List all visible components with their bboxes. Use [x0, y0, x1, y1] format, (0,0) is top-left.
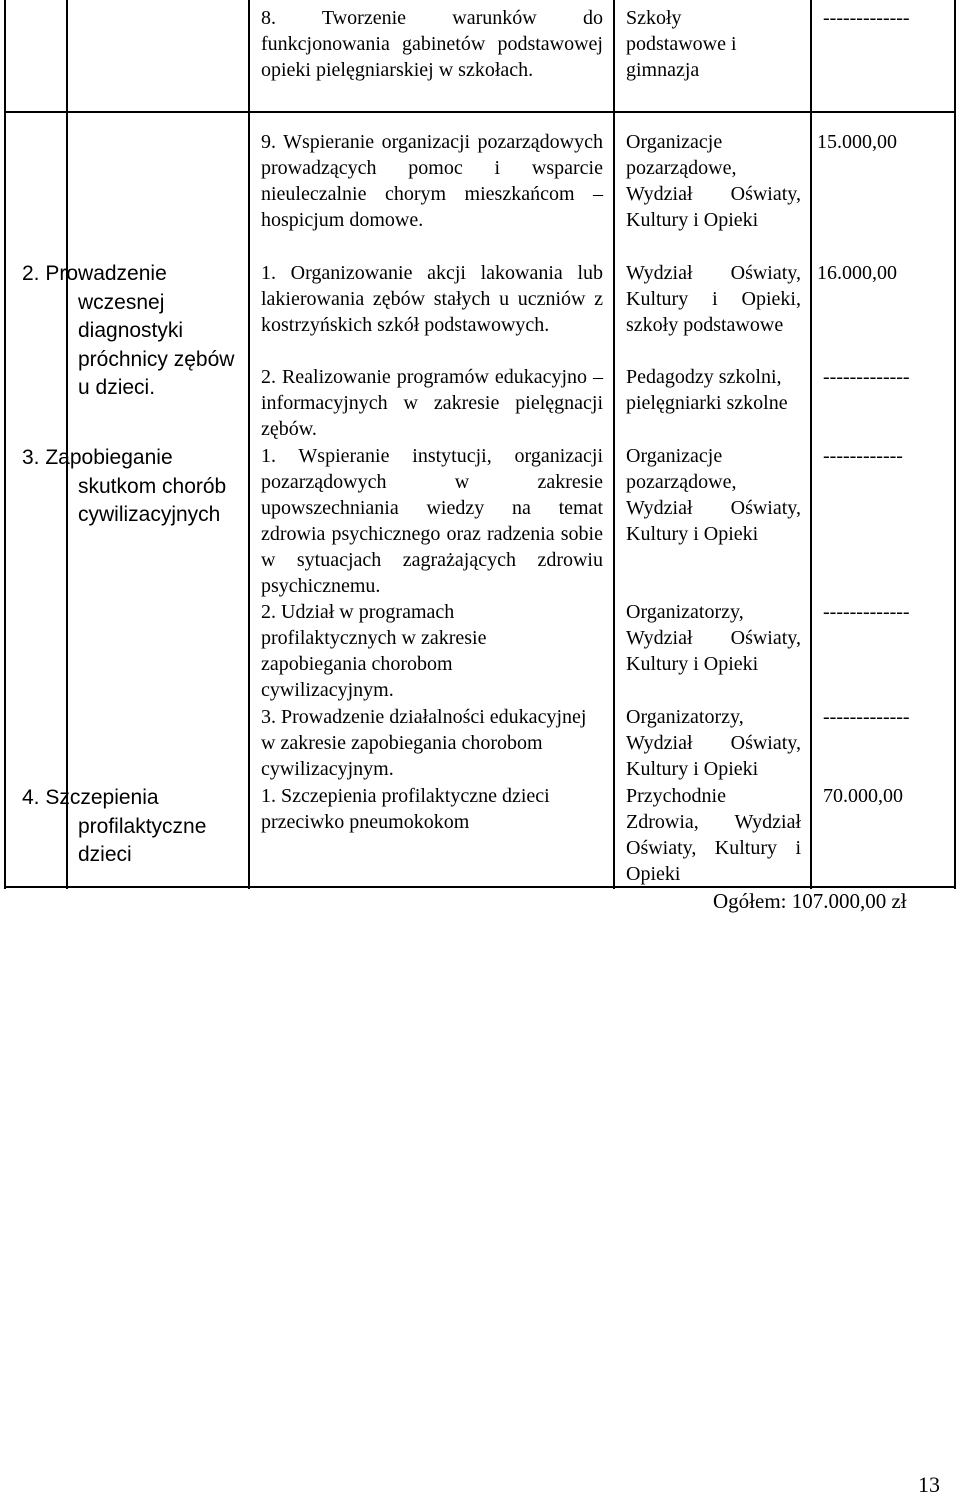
- executor-cell: Organizatorzy, Wydział Oświaty, Kultury i Opieki: [626, 601, 801, 675]
- executor-cell: Wydział Oświaty, Kultury i Opieki, szkoły podstawowe: [626, 262, 801, 336]
- amount-cell: -------------: [823, 706, 910, 728]
- grand-total: Ogółem: 107.000,00 zł: [713, 889, 907, 913]
- task-cell: 8. Tworzenie warunków do funkcjonowania gabinetów podstawowej opieki pielęgniarskiej w szkołach.: [261, 7, 603, 81]
- page-number: 13: [918, 1472, 940, 1497]
- executor-cell: Przychodnie Zdrowia, Wydział Oświaty, Kultury i Opieki: [626, 785, 801, 885]
- amount-cell: ------------: [823, 445, 903, 467]
- task-cell: 1. Wspieranie instytucji, organizacji pozarządowych w zakresie upowszechniania wiedzy na temat zdrowia psychicznego oraz radzenia sobie w sytuacjach zagrażających zdrowiu psychicznemu.: [261, 445, 603, 597]
- executor-cell: Organizacje pozarządowe, Wydział Oświaty, Kultury i Opieki: [626, 131, 801, 231]
- executor-cell: Organizacje pozarządowe, Wydział Oświaty, Kultury i Opieki: [626, 445, 801, 545]
- table-divider-amount: [810, 0, 812, 889]
- amount-cell: 16.000,00: [817, 262, 897, 284]
- task-cell: 3. Prowadzenie działalności edukacyjnej w zakresie zapobiegania chorobom cywilizacyjnym.: [261, 706, 587, 780]
- amount-cell: -------------: [823, 366, 910, 388]
- table-border-left: [4, 0, 6, 889]
- task-cell: 1. Organizowanie akcji lakowania lub lakierowania zębów stałych u uczniów z kostrzyńskich szkół podstawowych.: [261, 262, 603, 336]
- task-cell: 9. Wspieranie organizacji pozarządowych prowadzących pomoc i wsparcie nieuleczalnie chorym mieszkańcom – hospicjum domowe.: [261, 131, 603, 231]
- table-divider-task: [248, 0, 250, 889]
- amount-cell: -------------: [823, 601, 910, 623]
- table-row-separator: [4, 111, 956, 113]
- table-border-right: [954, 0, 956, 889]
- task-cell: 2. Realizowanie programów edukacyjno – informacyjnych w zakresie pielęgnacji zębów.: [261, 366, 603, 440]
- executor-cell: Szkoły podstawowe i gimnazja: [626, 7, 737, 81]
- goal-cell: 4. Szczepienia profilaktyczne dzieci: [22, 786, 207, 866]
- executor-cell: Organizatorzy, Wydział Oświaty, Kultury i Opieki: [626, 706, 801, 780]
- task-cell: 1. Szczepienia profilaktyczne dzieci przeciwko pneumokokom: [261, 785, 550, 833]
- goal-cell: 3. Zapobieganie skutkom chorób cywilizacyjnych: [22, 446, 227, 526]
- task-cell: 2. Udział w programach profilaktycznych w zakresie zapobiegania chorobom cywilizacyjnym.: [261, 601, 487, 701]
- amount-cell: 70.000,00: [823, 785, 903, 807]
- table-divider-executor: [613, 0, 615, 889]
- executor-cell: Pedagodzy szkolni, pielęgniarki szkolne: [626, 366, 788, 414]
- amount-cell: -------------: [823, 7, 910, 29]
- goal-cell: 2. Prowadzenie wczesnej diagnostyki próchnicy zębów u dzieci.: [22, 262, 235, 399]
- amount-cell: 15.000,00: [817, 131, 897, 153]
